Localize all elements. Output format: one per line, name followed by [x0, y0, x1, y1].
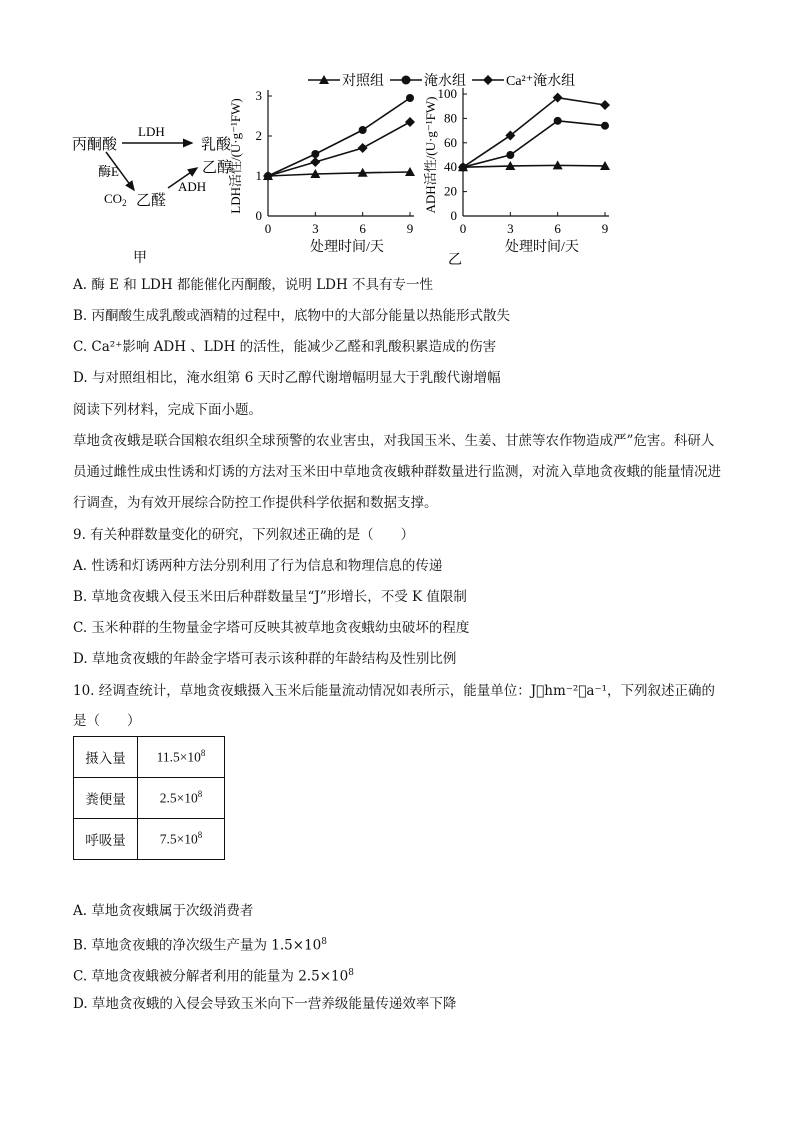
table-value-respiration: $7.5\times 10^8$: [138, 819, 225, 860]
data-point: [506, 151, 514, 159]
co2-label: $CO_2$: [104, 191, 127, 208]
series-line-3: [268, 122, 410, 176]
q8-option-a: A. 酶 E 和 LDH 都能催化丙酮酸，说明 LDH 不具有专一性: [73, 277, 434, 293]
legend-ca-flood: Ca²⁺淹水组: [506, 74, 576, 89]
data-point: [601, 122, 609, 130]
pathway-diagram: [72, 124, 232, 266]
q8-option-d: D. 与对照组相比，淹水组第 6 天时乙醇代谢增幅明显大于乳酸代谢增幅: [73, 370, 501, 386]
data-point: [359, 126, 367, 134]
y-tick-label: 60: [444, 134, 457, 150]
series-line-2: [463, 121, 605, 167]
x-tick-label: 9: [601, 221, 609, 236]
data-point: [310, 157, 320, 167]
data-point: [311, 150, 319, 158]
q9-option-d: D. 草地贪夜蛾的年龄金字塔可表示该种群的年龄结构及性别比例: [73, 651, 457, 667]
y-tick-label: 3: [255, 88, 262, 103]
legend-flood: 淹水组: [424, 74, 466, 89]
panel-label-yi: 乙: [448, 253, 462, 268]
adh-label: ADH: [178, 179, 207, 194]
q10-option-a: A. 草地贪夜蛾属于次级消费者: [73, 903, 254, 919]
data-point: [406, 94, 414, 102]
pyruvate-label: 丙酮酸: [72, 137, 118, 153]
data-point: [554, 117, 562, 125]
q10-option-b: B. 草地贪夜蛾的净次级生产量为 $1.5\times 10^8$: [73, 937, 327, 954]
adh-chart: [423, 86, 610, 255]
table-row: [74, 778, 225, 819]
y-tick-label: 100: [437, 86, 457, 101]
table-row: [74, 737, 225, 778]
x-axis-label: 处理时间/天: [505, 240, 579, 255]
x-tick-label: 3: [312, 221, 319, 236]
table-row: [74, 819, 225, 860]
material-text: 草地贪夜蛾是联合国粮农组织全球预警的农业害虫，对我国玉米、生姜、甘蔗等农作物造成严”危害。科研人员通过雌性成虫性诱和灯诱的方法对玉米田中草地贪夜蛾种群数量进行监测，对流入草地贪夜蛾的能量情况进行调查，为有效开展综合防控工作提供科学依据和数据支撑。: [73, 433, 721, 511]
series-line-1: [463, 165, 605, 167]
ethanol-label: 乙醇: [202, 160, 233, 176]
panel-label-jia: 甲: [133, 251, 147, 266]
figure-panel: [0, 0, 794, 270]
data-point: [405, 117, 415, 127]
table-label-intake: 摄入量: [74, 737, 138, 778]
ldh-label: LDH: [138, 124, 165, 139]
data-point: [600, 100, 610, 110]
x-tick-label: 9: [406, 221, 414, 236]
y-axis-label: ADH活性/(U·g⁻¹FW): [423, 96, 438, 214]
acetaldehyde-label: 乙醛: [136, 193, 167, 209]
q9-stem: 9. 有关种群数量变化的研究，下列叙述正确的是（ ）: [73, 527, 415, 543]
table-label-feces: 粪便量: [74, 778, 138, 819]
y-tick-label: 1: [255, 168, 262, 183]
x-tick-label: 0: [459, 221, 467, 236]
lactate-label: 乳酸: [201, 137, 232, 153]
legend-control: 对照组: [342, 74, 384, 89]
series-line-1: [268, 172, 410, 176]
energy-table: [73, 736, 225, 860]
legend-circle-marker: [402, 76, 411, 85]
q10-stem-line1: 10. 经调查统计，草地贪夜蛾摄入玉米后能量流动情况如表所示，能量单位：J󰀀hm⁻²󰀀a⁻¹，下列叙述正确的: [73, 683, 715, 699]
y-tick-label: 0: [450, 208, 457, 223]
q10-option-d: D. 草地贪夜蛾的入侵会导致玉米向下一营养级能量传递效率下降: [73, 996, 457, 1012]
table-label-respiration: 呼吸量: [74, 819, 138, 860]
table-value-feces: $2.5\times 10^8$: [138, 778, 225, 819]
y-tick-label: 40: [444, 159, 457, 175]
y-tick-label: 80: [444, 110, 457, 126]
x-tick-label: 6: [554, 221, 561, 236]
y-tick-label: 20: [444, 183, 457, 199]
q10-stem-line2: 是（ ）: [73, 713, 141, 729]
q8-option-c: C. Ca²⁺影响 ADH 、LDH 的活性，能减少乙醛和乳酸积累造成的伤害: [73, 339, 497, 355]
y-tick-label: 2: [255, 128, 262, 143]
q9-option-c: C. 玉米种群的生物量金字塔可反映其被草地贪夜蛾幼虫破坏的程度: [73, 620, 470, 636]
table-value-intake: $11.5\times 10^8$: [138, 737, 225, 778]
x-tick-label: 0: [264, 221, 272, 236]
x-tick-label: 6: [359, 221, 366, 236]
material-intro: 阅读下列材料，完成下面小题。: [73, 402, 262, 418]
x-tick-label: 3: [507, 221, 514, 236]
q10-option-c: C. 草地贪夜蛾被分解者利用的能量为 $2.5\times 10^8$: [73, 968, 354, 985]
enzyme-e-label: 酶E: [98, 164, 119, 179]
legend-diamond-marker: [483, 75, 493, 85]
q9-option-a: A. 性诱和灯诱两种方法分别利用了行为信息和物理信息的传递: [73, 558, 443, 574]
q8-option-b: B. 丙酮酸生成乳酸或酒精的过程中，底物中的大部分能量以热能形式散失: [73, 308, 511, 324]
data-point: [358, 143, 368, 153]
ldh-chart: [228, 88, 415, 255]
x-axis-label: 处理时间/天: [310, 240, 384, 255]
y-tick-label: 0: [255, 208, 262, 223]
series-line-2: [268, 98, 410, 176]
q9-option-b: B. 草地贪夜蛾入侵玉米田后种群数量呈“J”形增长，不受 K 值限制: [73, 589, 467, 605]
y-axis-label: LDH活性/(U·g⁻¹FW): [228, 98, 243, 214]
series-line-3: [463, 98, 605, 168]
